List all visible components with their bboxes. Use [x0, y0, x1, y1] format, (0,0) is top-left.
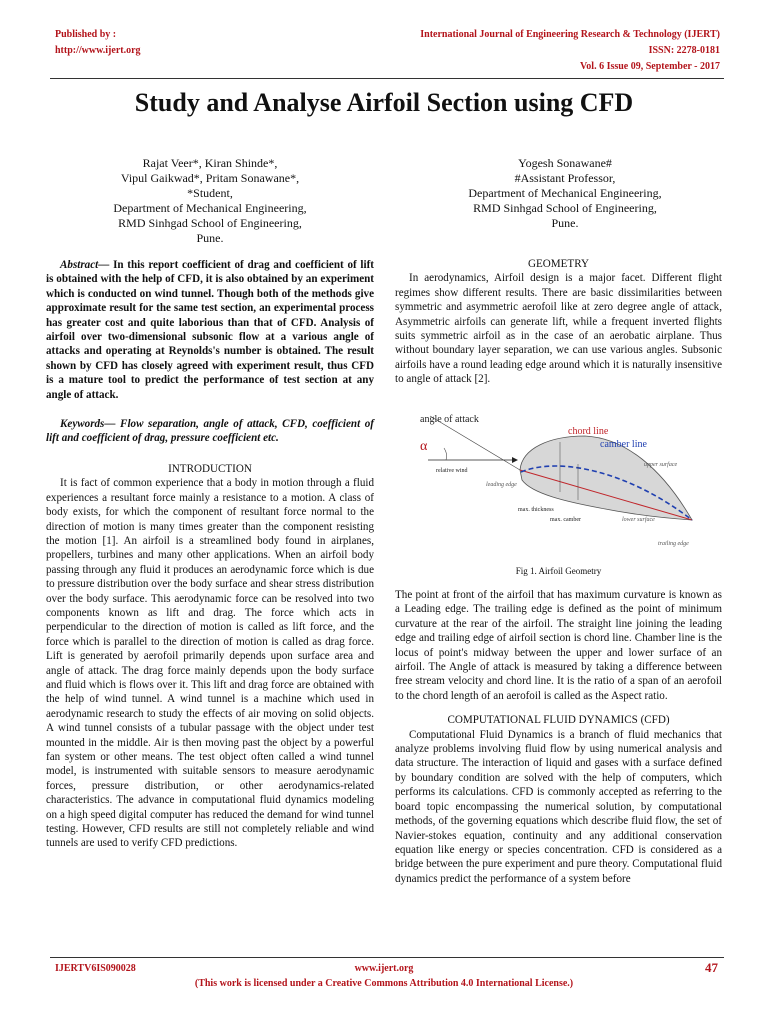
label-trailing-edge: trailing edge	[658, 541, 689, 547]
label-camber-line: camber line	[600, 439, 647, 450]
figure-caption: Fig 1. Airfoil Geometry	[515, 566, 602, 576]
author-role: *Student,	[187, 186, 233, 200]
alpha-arc	[444, 448, 447, 460]
header-rule	[50, 78, 724, 79]
author-school: RMD Sinhgad School of Engineering,	[118, 216, 302, 230]
paper-id: IJERTV6IS090028	[55, 963, 136, 974]
journal-name: International Journal of Engineering Research & Technology (IJERT)	[420, 29, 720, 40]
paper-title: Study and Analyse Airfoil Section using CFD	[134, 88, 634, 117]
abstract-text: In this report coefficient of drag and coefficient of lift is obtained with the help of CFD, it is also obtained by an experiment which is conducted on wind tunnel. Though both of the methods give approximate result for the same test section, an experimental process has greater cost and quite laborious than that of CFD. Analysis of airfoil over two-dimensional subsonic flow at a various angle of attacks and operating at Reynolds's number is obtained. The result shown by CFD has closely agreed with experiment result, thus CFD is a mature tool to predict the performance of test section at any angle of attack.	[46, 259, 374, 401]
professor-school: RMD Sinhgad School of Engineering,	[473, 201, 657, 215]
author-city: Pune.	[196, 231, 224, 245]
label-leading-edge: leading edge	[486, 482, 517, 488]
page-number: 47	[705, 960, 718, 975]
geometry-heading: GEOMETRY	[527, 258, 589, 270]
header-right	[420, 27, 720, 75]
geometry-text: In aerodynamics, Airfoil design is a major facet. Different flight regimes show different results. There are basic dissimilarities between symmetric and asymmetric aerofoil like at zero degree angle of attack, Asymmetric airfoils can generate lift, while a frequent inverted flights suits symmetric airfoil as in the case of an aerobatic airplane. Thus without boundary layer separation, we can use various angles. Subsonic airfoils have a round leading edge around which it is naturally insensitive to angle of attack [2].	[395, 272, 722, 386]
issn: ISSN: 2278-0181	[648, 45, 720, 56]
label-angle-of-attack: angle of attack	[420, 414, 479, 425]
professor-name: Yogesh Sonawane#	[518, 156, 612, 170]
author-line-1: Rajat Veer*, Kiran Shinde*,	[142, 156, 278, 170]
abstract	[46, 258, 374, 402]
label-upper-surface: upper surface	[644, 462, 678, 468]
volume-issue: Vol. 6 Issue 09, September - 2017	[579, 61, 720, 72]
authors-professor	[410, 156, 720, 231]
label-chord-line: chord line	[568, 426, 609, 437]
authors-students	[60, 156, 360, 246]
professor-city: Pune.	[551, 216, 579, 230]
airfoil-figure	[400, 408, 716, 563]
arrowhead	[512, 457, 518, 463]
cfd-text: Computational Fluid Dynamics is a branch of fluid mechanics that analyze problems involving fluid flow by using numerical analysis and data structure. The interaction of liquid and gases with a surface defined by boundary condition are solved with the help of computers, which performs its calculations. CFD is commonly accepted as referring to the board topic encompassing the numerical solution, by computational methods, of the governing equations which describe fluid flow, the set of Navier-stokes equation, continuity and any additional conservation equation like energy or species concentration. CFD is considered as a bridge between the pure experiment and pure theory. Computational fluid dynamics predict the performance of a system before	[395, 728, 722, 885]
intro-text: It is fact of common experience that a body in motion through a fluid experiences a resultant force mainly a resistance to a motion. A class of body exists, for which the component of resultant force normal to the direction of motion is many times greater than the component resisting the motion [1]. An airfoil is a streamlined body found in airplanes, propellers, turbines and many other applications. When an airfoil body passing through any fluid it produces an aerodynamic force which is due to pressure distribution over the body surface and shear stress distribution over the body surface. This aerodynamic force can be resolved into two components known as lift and drag. The force which acts in perpendicular to the direction of motion is called as lift force, and the force which is parallel to the direction of motion is called as drag force. Lift is generated by aerofoil primarily depends upon surface area and angle of attack. The drag force mainly depends upon the body surface and fluid which is flows over it. This lift and drag force are obtained with the help of wind tunnel. A wind tunnel is a machine which used in aerodynamic research to study the effects of air moving on solid objects. A wind tunnel consists of a tubular passage with the object under test mounted in the middle. Air is then moving past the object by a powerful fan system or other means. The test object often called a wind tunnel model, is instrumented with suitable sensors to measure aerodynamic forces, pressure distribution, or other aerodynamics-related characteristics. The advance in computational fluid dynamics modeling on a high speed digital computer has reduced the demand for wind tunnel testing. However, CFD results are still not completely reliable and wind tunnels are used to verify CFD predictions.	[46, 477, 374, 850]
license-note: (This work is licensed under a Creative Commons Attribution 4.0 International License.)	[194, 978, 574, 989]
published-by: Published by :	[55, 29, 117, 40]
professor-role: #Assistant Professor,	[514, 171, 616, 185]
label-max-thickness: max. thickness	[518, 507, 554, 513]
intro-heading: INTRODUCTION	[168, 462, 252, 475]
label-max-camber: max. camber	[550, 517, 581, 523]
keywords	[46, 417, 374, 446]
author-dept: Department of Mechanical Engineering,	[113, 201, 307, 215]
author-line-2: Vipul Gaikwad*, Pritam Sonawane*,	[120, 171, 300, 185]
keywords-label: Keywords—	[60, 418, 116, 431]
label-alpha: α	[420, 439, 428, 454]
publisher-url[interactable]: http://www.ijert.org	[55, 45, 141, 56]
footer-url[interactable]: www.ijert.org	[354, 963, 414, 974]
right-column-lower	[395, 588, 722, 886]
cfd-heading: COMPUTATIONAL FLUID DYNAMICS (CFD)	[447, 714, 670, 727]
header-left	[55, 27, 141, 59]
geometry-text-2: The point at front of the airfoil that has maximum curvature is known as a Leading edge. The trailing edge is defined as the point of minimum curvature at the rear of the airfoil. The straight line joining the leading edge and trailing edge of airfoil section is chord line. Chamber line is the locus of point's midway between the upper and lower surface of an airfoil. The Angle of attack is measured by taking a difference between free stream velocity and chord line. It is the ratio of a span of an aerofoil to the chord length of an aerofoil is called as the Aspect ratio.	[395, 589, 722, 702]
label-relative-wind: relative wind	[436, 468, 468, 474]
label-lower-surface: lower surface	[622, 517, 655, 523]
keywords-text: Flow separation, angle of attack, CFD, coefficient of lift and coefficient of drag, pressure coefficient etc.	[46, 418, 374, 445]
abstract-label: Abstract—	[60, 259, 110, 271]
footer-rule	[50, 957, 724, 958]
geometry-section	[395, 257, 722, 387]
left-column	[46, 258, 374, 851]
professor-dept: Department of Mechanical Engineering,	[468, 186, 662, 200]
